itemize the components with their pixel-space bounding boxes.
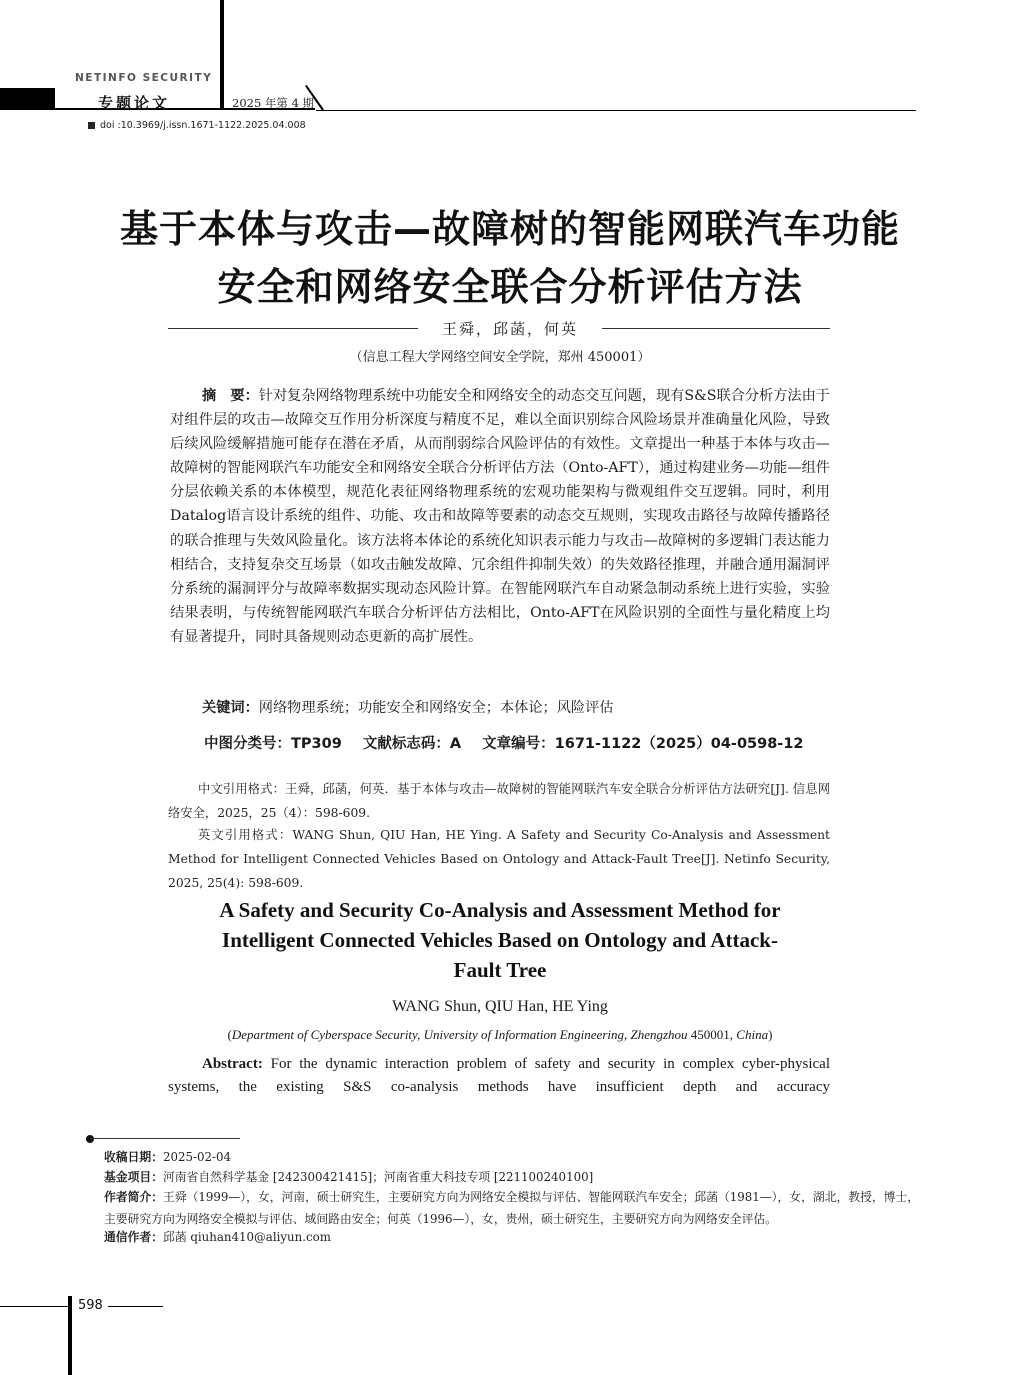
header-vertical-rule [220,0,224,110]
en-affiliation: (Department of Cyberspace Security, University of Information Engineering, Zhengzhou 450001, China) [227,1027,773,1042]
en-title-line: A Safety and Security Co-Analysis and Assessment Method for [219,898,781,922]
en-authors: WANG Shun, QIU Han, HE Ying [392,998,608,1015]
doi-text: doi :10.3969/j.issn.1671-1122.2025.04.008 [100,120,306,131]
cn-authors: 王舜，邱菡，何英 [441,320,578,338]
author-rule-right [602,328,830,329]
cn-title-line: 基于本体与攻击—故障树的智能网联汽车功能 [119,207,900,251]
issue-label: 2025 年第 4 期 [232,96,315,110]
document-code: 文献标志码：A [362,736,462,752]
en-title-line: Fault Tree [453,958,547,982]
header-black-block [0,88,55,110]
page-rule-right [108,1306,163,1307]
citation-cn: 中文引用格式：王舜，邱菡，何英．基于本体与攻击—故障树的智能网联汽车安全联合分析评估方法研究[J]. 信息网络安全，2025，25（4）：598-609. [168,782,830,820]
cn-affiliation: （信息工程大学网络空间安全学院，郑州 450001） [349,350,651,365]
footnote-author-bio: 作者简介：王舜（1999—），女，河南，硕士研究生，主要研究方向为网络安全模拟与评估、智能网联汽车安全；邱菡（1981—），女，湖北，教授，博士，主要研究方向为网络安全模拟与评估、域间路由安全；何英（1996—），女，贵州，硕士研究生，主要研究方向为网络安全评估。 [104,1190,920,1226]
en-abstract [168,1053,830,1099]
footnote-rule [90,1138,240,1139]
cn-keywords-text: 网络物理系统；功能安全和网络安全；本体论；风险评估 [258,700,614,716]
footnote-corresponding: 通信作者：邱菡 qiuhan410@aliyun.com [104,1230,331,1244]
footnote-received: 收稿日期：2025-02-04 [104,1150,232,1164]
cn-title-line: 安全和网络安全联合分析评估方法 [217,265,803,309]
author-rule-left [168,328,418,329]
journal-brand: NETINFO SECURITY [75,72,213,84]
doi-bullet-icon [88,122,95,129]
cn-keywords [202,697,613,717]
clc-code: 中图分类号：TP309 [204,736,342,752]
footnote-bullet-icon [86,1135,94,1143]
article-number: 文章编号：1671-1122（2025）04-0598-12 [482,736,804,752]
page-vertical-rule [68,1296,72,1375]
en-abstract-label: Abstract: [202,1056,263,1072]
page-number: 598 [78,1298,103,1313]
en-title-line: Intelligent Connected Vehicles Based on Ontology and Attack- [222,928,778,952]
en-title [150,895,850,985]
classification-line [204,732,820,753]
page-rule-left [0,1306,68,1307]
column-name: 专题论文 [98,94,171,112]
footnote-fund: 基金项目：河南省自然科学基金 [242300421415]；河南省重大科技专项 [221100240100] [104,1170,594,1184]
cn-title [60,200,960,316]
en-abstract-text: For the dynamic interaction problem of safety and security in complex cyber-physical systems, the existing S&S co-analysis methods have insufficient depth and accuracy [168,1056,830,1095]
cn-abstract-label: 摘 要： [202,388,259,404]
citation-en: 英文引用格式：WANG Shun, QIU Han, HE Ying. A Safety and Security Co-Analysis and Assessment Method for Intelligent Connected Vehicles Based on Ontology and Attack-Fault Tree[J]. Netinfo Security, 2025, 25(4): 598-609. [168,828,830,890]
cn-abstract-text: 针对复杂网络物理系统中功能安全和网络安全的动态交互问题，现有S&S联合分析方法由于对组件层的攻击—故障交互作用分析深度与精度不足，难以全面识别综合风险场景并准确量化风险，导致后续风险缓解措施可能存在潜在矛盾，从而削弱综合风险评估的有效性。文章提出一种基于本体与攻击—故障树的智能网联汽车功能安全和网络安全联合分析评估方法（Onto-AFT），通过构建业务—功能—组件分层依赖关系的本体模型，规范化表征网络物理系统的宏观功能架构与微观组件交互逻辑。同时，利用Datalog语言设计系统的组件、功能、攻击和故障等要素的动态交互规则，实现攻击路径与故障传播路径的联合推理与失效风险量化。该方法将本体论的系统化知识表示能力与攻击—故障树的多逻辑门表达能力相结合，支持复杂交互场景（如攻击触发故障、冗余组件抑制失效）的失效路径推理，并融合通用漏洞评分系统的漏洞评分与故障率数据实现动态风险计算。在智能网联汽车自动紧急制动系统上进行实验，实验结果表明，与传统智能网联汽车联合分析评估方法相比，Onto-AFT在风险识别的全面性与量化精度上均有显著提升，同时具备规则动态更新的高扩展性。 [170,388,830,645]
cn-abstract [170,384,830,649]
cn-keywords-label: 关键词： [202,700,259,716]
header-rule-right [316,110,916,111]
